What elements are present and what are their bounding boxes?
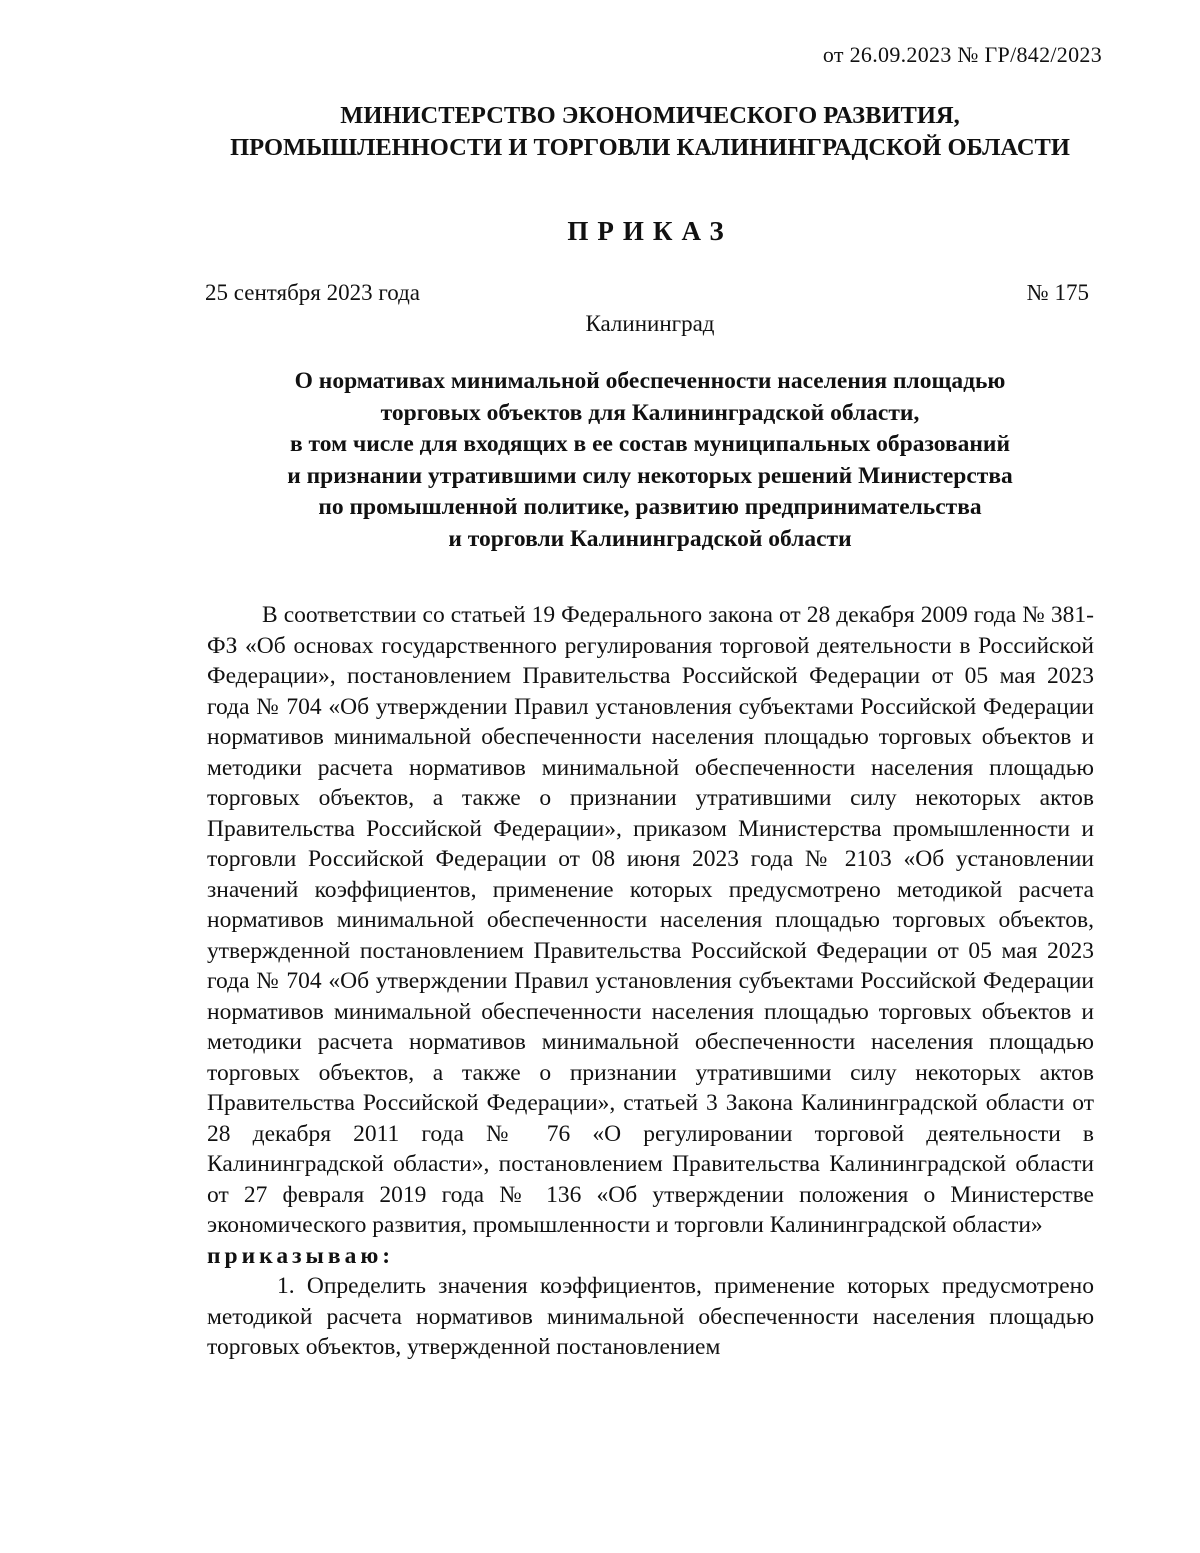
document-city: Калининград	[585, 311, 715, 336]
order-item-1: 1. Определить значения коэффициентов, применение которых предусмотрено методикой расчета нормативов минимальной обеспеченности населения площадью торговых объектов, утвержденной постановлением	[207, 1273, 1094, 1360]
title-line: в том числе для входящих в ее состав муниципальных образований	[289, 431, 1011, 457]
title-line: и торговли Калининградской области	[448, 525, 852, 552]
title-line: и признании утратившими силу некоторых решений Министерства	[287, 462, 1013, 489]
document-number: № 175	[1026, 280, 1089, 305]
order-word: приказываю:	[207, 1242, 395, 1269]
document-type: ПРИКАЗ	[567, 216, 733, 246]
ministry-name-line-2: ПРОМЫШЛЕННОСТИ И ТОРГОВЛИ КАЛИНИНГРАДСКОЙ ОБЛАСТИ	[230, 134, 1070, 161]
document-date: 25 сентября 2023 года	[205, 280, 420, 305]
title-line: торговых объектов для Калининградской области,	[380, 399, 920, 426]
preamble-paragraph: В соответствии со статьей 19 Федерального закона от 28 декабря 2009 года № 381-ФЗ «Об основах государственного регулирования торговой деятельности в Российской Федерации», постановлением Правительства Российской Федерации от 05 мая 2023 года № 704 «Об утверждении Правил установления субъектами Российской Федерации нормативов минимальной обеспеченности населения площадью торговых объектов и методики расчета нормативов минимальной обеспеченности населения площадью торговых объектов, а также о признании утратившими силу некоторых актов Правительства Российской Федерации», приказом Министерства промышленности и торговли Российской Федерации от 08 июня 2023 года № 2103 «Об установлении значений коэффициентов, применение которых предусмотрено методикой расчета нормативов минимальной обеспеченности населения площадью торговых объектов, утвержденной постановлением Правительства Российской Федерации от 05 мая 2023 года № 704 «Об утверждении Правил установления субъектами Российской Федерации нормативов минимальной обеспеченности населения площадью торговых объектов и методики расчета нормативов минимальной обеспеченности населения площадью торговых объектов, а также о признании утратившими силу некоторых актов Правительства Российской Федерации», статьей 3 Закона Калининградской области от 28 декабря 2011 года № 76 «О регулировании торговой деятельности в Калининградской области», постановлением Правительства Калининградской области от 27 февраля 2019 года № 136 «Об утверждении положения о Министерстве экономического развития, промышленности и торговли Калининградской области»	[207, 602, 1094, 1238]
ministry-name	[200, 100, 1100, 164]
document-body	[207, 600, 1094, 1363]
title-line: по промышленной политике, развитию предпринимательства	[318, 494, 982, 520]
ministry-name-line-1: МИНИСТЕРСТВО ЭКОНОМИЧЕСКОГО РАЗВИТИЯ,	[340, 102, 960, 129]
order-paragraph	[207, 1241, 1094, 1272]
title-line: О нормативах минимальной обеспеченности населения площадью	[294, 368, 1006, 394]
registration-stamp: от 26.09.2023 № ГР/842/2023	[822, 42, 1102, 67]
document-title	[200, 366, 1100, 555]
